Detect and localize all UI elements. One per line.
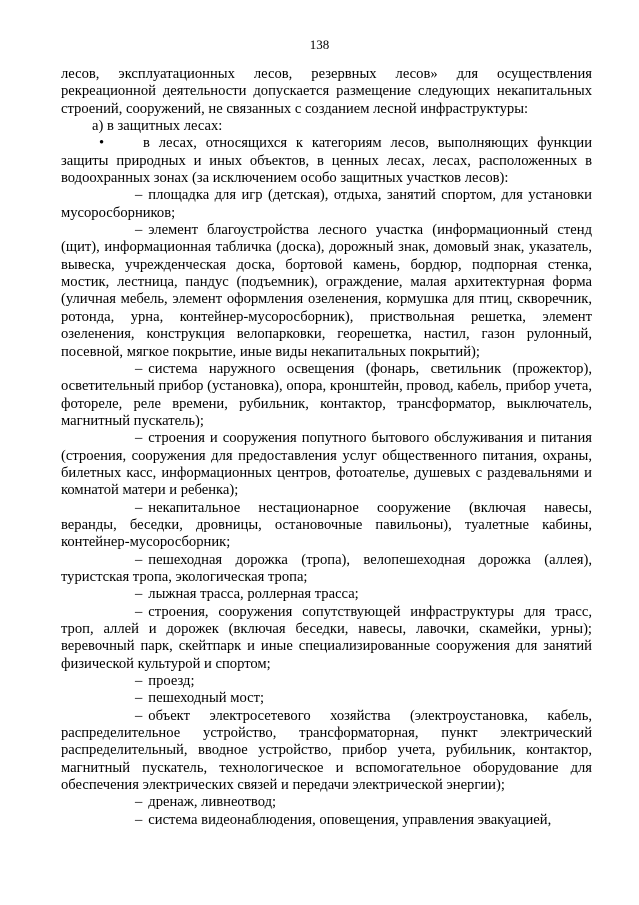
paragraph-text: элемент благоустройства лесного участка (информационный стенд (щит), информационная табличка (доска), дорожный знак, домовый знак, указатель, вывеска, учрежденческая доска, бортовой камень, бордюр, подпорная стенка, мостик, лестница, пандус (подъемник), ограждение, малая архитектурная форма (уличная мебель, элемент оформления озеленения, кормушка для птиц, скворечник, ротонда, урна, контейнер-мусоросборник), приствольная решетка, элемент озеленения, конструкция велопарковки, георешетка, настил, газон рулонный, посевной, мягкое покрытие, иные виды некапитальных покрытий); [61,222,592,360]
dash-marker: – [135,586,143,603]
dash-item [61,794,592,811]
paragraph-text: строения, сооружения сопутствующей инфраструктуры для трасс, троп, аллей и дорожек (включая беседки, навесы, лавочки, скамейки, урны); веревочный парк, скейтпарк и иные специализированные сооружения для занятий физической культурой и спортом; [61,603,592,672]
dash-item [61,500,592,552]
dash-item [61,604,592,673]
paragraph-text: система видеонаблюдения, оповещения, управления эвакуацией, [148,811,552,828]
paragraph-text: некапитальное нестационарное сооружение (включая навесы, веранды, беседки, дровницы, остановочные павильоны), туалетные кабины, контейнер-мусоросборник; [61,499,592,551]
dash-item [61,812,592,829]
dash-item [61,673,592,690]
paragraph-item-a [61,118,592,135]
paragraph-text: объект электросетевого хозяйства (электроустановка, кабель, распределительное устройство, трансформаторная, пункт электрический распределительный, вводное устройство, прибор учета, рубильник, контактор, магнитный пускатель, технологическое и вспомогательное оборудование для обеспечения электрических связей и передачи электрической энергии); [61,707,592,794]
page-number: 138 [309,37,330,52]
paragraph-text: лыжная трасса, роллерная трасса; [148,586,359,603]
dash-marker: – [135,603,143,620]
bullet-marker: • [99,135,105,152]
dash-marker: – [135,360,143,377]
dash-marker: – [135,673,143,690]
dash-marker: – [135,222,143,239]
dash-marker: – [135,430,143,447]
dash-item [61,361,592,430]
dash-item [61,222,592,361]
paragraph-text: в лесах, относящихся к категориям лесов, выполняющих функции защиты природных и иных объектов, в ценных лесах, лесах, расположенных в водоохранных зонах (за исключением особо защитных участков лесов): [61,135,592,187]
dash-marker: – [135,187,143,204]
dash-marker: – [135,690,143,707]
paragraph-text: дренаж, ливнеотвод; [148,794,277,811]
paragraph-text: пешеходная дорожка (тропа), велопешеходная дорожка (аллея), туристская тропа, экологическая тропа; [61,551,592,585]
paragraph-text: а) в защитных лесах: [92,118,223,135]
dash-item [61,690,592,707]
dash-marker: – [135,811,143,828]
dash-marker: – [135,551,143,568]
dash-item [61,586,592,603]
paragraph-text: система наружного освещения (фонарь, светильник (прожектор), осветительный прибор (установка), опора, кронштейн, провод, кабель, прибор учета, фотореле, реле времени, рубильник, контактор, трансформатор, выключатель, магнитный пускатель); [61,360,592,429]
paragraph-text: проезд; [148,673,195,690]
dash-item [61,708,592,795]
paragraph-text: площадка для игр (детская), отдыха, занятий спортом, для установки мусоросборников; [61,187,592,221]
paragraph-continuation [61,66,592,118]
paragraph-text: строения и сооружения попутного бытового обслуживания и питания (строения, сооружения для предоставления услуг общественного питания, охраны, билетных касс, информационных центров, фотоателье, душевых с раздевальнями и комнатой матери и ребенка); [61,430,592,499]
dash-marker: – [135,707,143,724]
dash-item [61,430,592,499]
dash-item [61,187,592,222]
paragraph-text: лесов, эксплуатационных лесов, резервных лесов» для осуществления рекреационной деятельности допускается размещение следующих некапитальных строений, сооружений, не связанных с созданием лесной инфраструктуры: [61,66,592,117]
document-body [61,66,592,829]
dash-item [61,552,592,587]
dash-marker: – [135,499,143,516]
bullet-paragraph [61,135,592,187]
paragraph-text: пешеходный мост; [148,690,265,707]
dash-marker: – [135,794,143,811]
